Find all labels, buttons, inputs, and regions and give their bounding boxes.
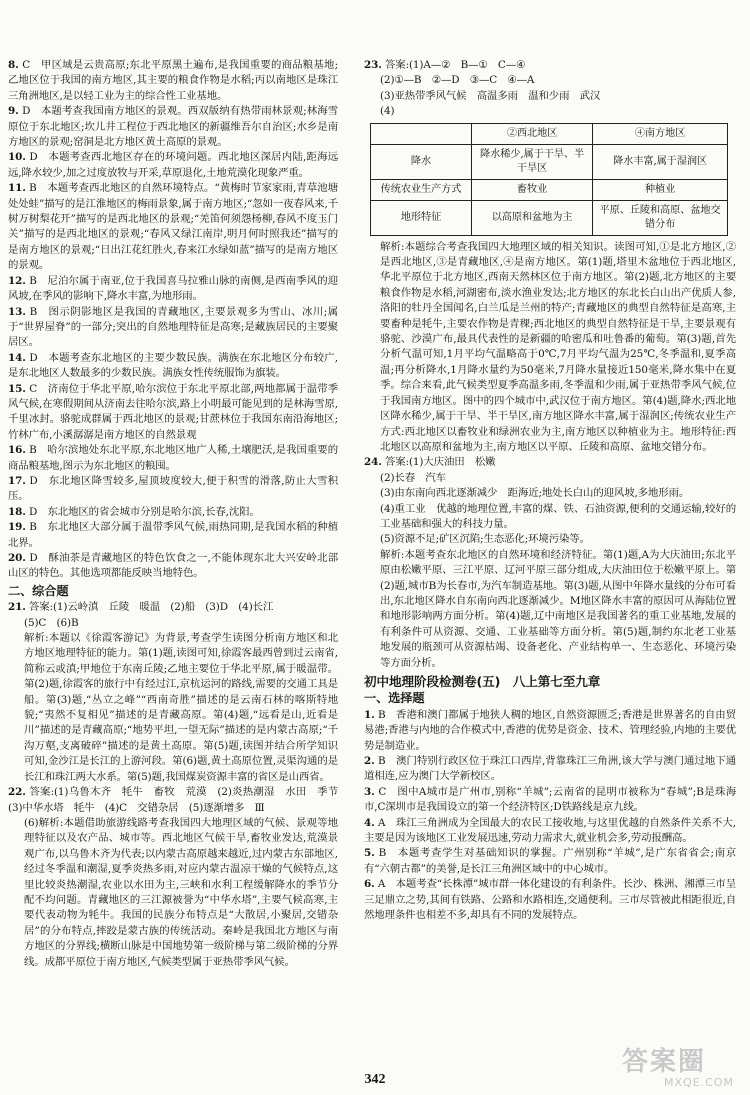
answer-item [8, 443, 338, 474]
question-number: 20. [8, 552, 26, 564]
answer-paragraph: (5)C (6)B [24, 616, 79, 629]
answer-item [8, 274, 338, 305]
answer-item [8, 58, 338, 104]
table-header-cell: ②西北地区 [472, 123, 593, 144]
answer-item [8, 505, 338, 520]
table-cell: 畜牧业 [472, 179, 593, 200]
answer-item [8, 382, 338, 444]
exam-title: 初中地理阶段检测卷(五) 八上第七至九章 [364, 674, 601, 689]
answer-paragraph: (4)重工业 优越的地理位置,丰富的煤、铁、石油资源,便利的交通运输,较好的工业基础和强大的科技力量。 [380, 502, 736, 530]
question-number: 10. [8, 151, 26, 164]
table-cell: 降水稀少,属于干旱、半干旱区 [472, 144, 593, 179]
question-number: 3. [364, 785, 375, 798]
table-row-label: 降水 [371, 144, 472, 179]
answer-item [364, 58, 736, 73]
question-number: 18. [8, 505, 26, 518]
answer-item [8, 351, 338, 382]
table-header-cell [371, 123, 472, 144]
question-number: 4. [364, 816, 375, 829]
answer-paragraph: (5)资源不足;矿区沉陷;生态恶化;环境污染等。 [380, 533, 590, 546]
answer-text: C 甲区域是云贵高原;东北平原黑土遍布,是我国重要的商品粮基地;乙地区位于我国的南方地区,其主要的粮食作物是水稻;丙以南地区是珠江三角洲地区,是以轻工业为主的综合性工业基地。 [8, 59, 339, 102]
left-column [8, 58, 349, 970]
answer-paragraph: 解析:本题以《徐霞客游记》为背景,考查学生读图分析南方地区和北方地区地理特征的能力。第(1)题,读图可知,徐霞客最西曾到过云南省,简称云或滇;甲地位于东南丘陵;乙地主要位于华北平原,属于暖温带。第(2)题,徐霞客的旅行中有经过江,京杭运河的路线,需要的交通工具是船。第(3)题,“丛立之峰”“西南奇胜”描述的是云南石林的喀斯特地貌;“夷然不复相见”描述的是青藏高原。第(4)题,“远看是山,近看是川”描述的是青藏高原;“地势平坦,一望无际”描述的是内蒙古高原;“千沟万壑,支离破碎”描述的是黄土高原。第(5)题,读图并结合所学知识可知,金沙江是长江的上游河段。第(6)题,黄土高原位置,灵渠沟通的是长江和珠江两大水系。第(5)题,我国煤炭资源丰富的省区是山西省。 [24, 632, 338, 783]
answer-paragraph: 解析:本题考查东北地区的自然环境和经济特征。第(1)题,A为大庆油田;东北平原由松嫩平原、三江平原、辽河平原三部分组成,大庆油田位于松嫩平原上。第(2)题,城市B为长春市,为汽车制造基地。第(3)题,从图中年降水量线的分布可看出,东北地区降水自东南向西北逐渐减少。M地区降水丰富的原因可从海陆位置和地形影响两方面分析。第(4)题,辽中南地区是我国著名的重工业基地,发展的有利条件可从资源、交通、工业基础等方面分析。第(5)题,制约东北老工业基地发展的瓶颈可从资源枯竭、设备老化、产业结构单一、生态恶化、环境污染等方面分析。 [380, 548, 736, 669]
question-number: 21. [8, 601, 26, 614]
answer-text: D 酥油茶是青藏地区的特色饮食之一,不能体现东北大兴安岭北部山区的特色。其他选项都能反映当地特色。 [8, 552, 339, 580]
table-cell: 种植业 [593, 179, 728, 200]
answer-text: A 本题考查“长株潭”城市群一体化建设的有利条件。长沙、株洲、湘潭三市呈三足鼎立之势,其间有铁路、公路和水路相连,交通便利。三市尽管被此相距很近,自然地理条件也相差不多,却具有不同的发展特点。 [364, 878, 737, 922]
answer-text: A 珠江三角洲成为全国最大的农民工接收地,与这里优越的自然条件关系不大,主要是因为该地区工业发展迅速,劳动力需求大,就业机会多,劳动报酬高。 [364, 816, 736, 845]
region-comparison-table [370, 123, 728, 236]
question-number: 15. [8, 382, 26, 395]
watermark-brand: 答案圈 [622, 1047, 707, 1077]
answer-item [8, 150, 338, 181]
right-column-body [364, 240, 736, 924]
answer-text: D 东北地区降雪较多,屋顶坡度较大,便于积雪的滑落,防止大雪积压。 [8, 474, 339, 503]
table-cell: 以高原和盆地为主 [472, 200, 593, 235]
question-number: 11. [8, 182, 26, 195]
question-number: 2. [364, 755, 375, 768]
watermark-logo [622, 1048, 734, 1092]
table-row-label: 地形特征 [371, 200, 472, 235]
answer-item [364, 816, 736, 847]
answer-paragraph: (4) [380, 105, 395, 118]
section-heading: 一、选择题 [364, 691, 425, 706]
answer-text: B 澳门特别行政区位于珠江口西岸,背靠珠江三角洲,该大学与澳门通过地下通道相连,应为澳门大学新校区。 [364, 755, 737, 783]
question-number: 13. [8, 305, 26, 318]
question-number: 16. [8, 444, 26, 457]
answer-item [364, 708, 736, 754]
table-header-row [371, 123, 728, 144]
table-row [371, 200, 728, 235]
answer-item [8, 181, 338, 273]
question-number: 22. [8, 786, 26, 799]
answer-text: B 本题考查西北地区的自然环境特点。“黄梅时节家家雨,青草池塘处处蛙”描写的是江淮地区的梅雨景象,属于南方地区;“忽如一夜春风来,千树万树梨花开”描写的是西北地区的景观;“羌笛何须怨杨柳,春风不度玉门关”描写的是西北地区的景观;“春风又绿江南岸,明月何时照我还”描写的是南方地区的景观;“日出江花红胜火,春来江水绿如蓝”描写的是南方地区的景观。 [8, 182, 339, 272]
answer-paragraph: (2)①—B ②—D ③—C ④—A [380, 74, 535, 87]
answer-item [364, 455, 736, 470]
answer-item [364, 754, 736, 785]
right-column [364, 58, 736, 924]
answer-item [8, 474, 338, 505]
answer-text: C 图中A城市是广州市,别称“羊城”;云南省的昆明市被称为“春城”;B是珠海市,C深圳市是我国设立的第一个经济特区;D铁路线是京九线。 [364, 785, 736, 814]
answer-text: 答案:(1)乌鲁木齐 牦牛 畜牧 荒漠 (2)炎热潮湿 水田 季节 (3)中华水塔 牦牛 (4)C 交错杂居 (5)逐渐增多 Ⅲ [8, 786, 349, 814]
page-number: 342 [364, 1072, 386, 1087]
question-number: 8. [8, 59, 19, 71]
question-number: 17. [8, 474, 26, 487]
answer-text: B 本题考查学生对基础知识的掌握。广州别称“羊城”,是广东省省会;南京有“六朝古都”的美誉,是长江三角洲区域中的中心城市。 [364, 847, 737, 875]
question-number: 12. [8, 274, 26, 287]
answer-text: 答案:(1)A—② B—① C—④ [384, 59, 526, 71]
question-number: 1. [364, 708, 375, 721]
answer-text: 答案:(1)大庆油田 松嫩 [384, 456, 496, 469]
table-row [371, 179, 728, 200]
answer-paragraph: (3)亚热带季风气候 高温多雨 温和少雨 武汉 [380, 89, 601, 102]
answer-paragraph: 解析:本题综合考查我国四大地理区域的相关知识。读图可知,①是北方地区,②是西北地区,③是青藏地区,④是南方地区。第(1)题,塔里木盆地位于西北地区,华北平原位于北方地区,西南天然林区位于南方地区。第(2)题,北方地区的主要粮食作物是水稻,河湖密布,淡水渔业发达;北方地区的东北长白山出产优质人参,洛阳的牡丹全国闻名,白兰瓜是兰州的特产;青藏地区的典型自然特征是高寒,主要畜种是牦牛,主要农作物是青稞;西北地区的典型自然特征是干旱,主要景观有骆驼、沙漠广布,最具代表性的是新疆的哈密瓜和吐鲁番的葡萄。第(3)题,首先分析气温可知,1月平均气温略高于0℃,7月平均气温为25℃,冬季温和,夏季高温;再分析降水,1月降水量约为50毫米,7月降水量接近150毫米,降水集中在夏季。综合来看,此气候类型夏季高温多雨,冬季温和少雨,属于亚热带季风气候,位于我国南方地区。图中的四个城市中,武汉位于南方地区。第(4)题,降水;西北地区降水稀少,属于干旱、半干旱区,南方地区降水丰富,属于湿润区;传统农业生产方式:西北地区以畜牧业和绿洲农业为主,南方地区以种植业为主。地形特征:西北地区以高原和盆地为主,南方地区以平原、丘陵和高原、盆地交错分布。 [380, 240, 736, 453]
answer-paragraph: (6)解析:本题借助旅游线路考查我国四大地理区域的气候、景观等地理特征以及农产品、城市等。西北地区气候干旱,畜牧业发达,荒漠景观广布,以乌鲁木齐为代表;以内蒙古高原越来越近,过内蒙古东部地区,经过冬季温和潮湿,夏季炎热多雨,对应内蒙古温凉干燥的气候特点,这里比较炎热潮湿,农业以水田为主,三峡和水利工程缓解降水的季节分配不均问题。青藏地区的三江源被誉为“中华水塔”,主要气候高寒,主要代表动物为牦牛。我国的民族分布特点是“大散居,小聚居,交错杂居”的分布特点,摔跤是蒙古族的传统活动。秦岭是我国北方地区与南方地区的分界线;横断山脉是中国地势第一级阶梯与第二级阶梯的分界线。成都平原位于南方地区,气候类型属于亚热带季风气候。 [24, 816, 338, 968]
answer-text: B 尼泊尔属于南亚,位于我国喜马拉雅山脉的南侧,是西南季风的迎风坡,在季风的影响下,降水丰富,为地形雨。 [8, 274, 339, 303]
answer-item [364, 877, 736, 923]
question-number: 6. [364, 878, 375, 891]
answer-item [8, 104, 338, 150]
answer-item [8, 520, 338, 551]
answer-text: D 本题考查我国南方地区的景观。西双版纳有热带雨林景观;林海雪原位于东北地区;坎儿井工程位于西北地区的新疆维吾尔自治区;水乡是南方地区的景观;窑洞是北方地区黄土高原的景观。 [8, 105, 339, 149]
answer-text: B 东北地区大部分属于温带季风气候,雨热同期,是我国水稻的种植北界。 [8, 521, 339, 549]
answer-text: B 图示阴影地区是我国的青藏地区,主要景观多为雪山、冰川;属于“世界屋脊”的一部分;突出的自然地理特征是高寒;是藏族居民的主要聚居区。 [8, 305, 339, 349]
answer-item [364, 846, 736, 877]
answer-text: C 济南位于华北平原,哈尔滨位于东北平原北部,两地都属于温带季风气候,在寒假期间从济南去往哈尔滨,路上小明最可能见到的是林海雪原,千里冰封。骆驼成群属于西北地区的景观;甘蔗林位于我国东南沿海地区;竹林广布,小溪潺潺是南方地区的自然景观 [8, 382, 338, 441]
answer-item [8, 785, 349, 816]
answer-text: D 本题考查东北地区的主要少数民族。满族在东北地区分布较广,是东北地区人数最多的少数民族。满族女性传统服饰为旗装。 [8, 351, 339, 380]
table-cell: 平原、丘陵和高原、盆地交错分布 [593, 200, 728, 235]
answer-item [8, 305, 338, 351]
question-number: 9. [8, 105, 19, 118]
answer-item [364, 785, 736, 816]
question-number: 14. [8, 351, 26, 364]
answer-text: B 哈尔滨地处东北平原,东北地区地广人稀,土壤肥沃,是我国重要的商品粮基地,图示为东北地区的粮囤。 [8, 444, 339, 472]
answer-item [8, 600, 338, 615]
answer-text: B 香港和澳门都属于地狭人稠的地区,自然资源匮乏;香港是世界著名的自由贸易港;香港与内地的合作模式中,香港的优势是资金、技术、管理经验,内地的主要优势是制造业。 [364, 708, 736, 752]
question-number: 24. [364, 456, 382, 469]
answer-text: D 东北地区的省会城市分别是哈尔滨,长春,沈阳。 [28, 505, 260, 518]
answer-text: 答案:(1)云岭滇 丘陵 暖温 (2)船 (3)D (4)长江 [28, 601, 274, 614]
watermark-site: MXQE.COM [664, 1076, 734, 1089]
answer-text: D 本题考查西北地区存在的环境问题。西北地区深居内陆,距海远远,降水较少,加之过度放牧与开采,草原退化,土地荒漠化现象严重。 [8, 151, 339, 179]
table-cell: 降水丰富,属于湿润区 [593, 144, 728, 179]
table-header-cell: ④南方地区 [593, 123, 728, 144]
table-row [371, 144, 728, 179]
answer-paragraph: (3)由东南向西北逐渐减少 距海近;地处长白山的迎风坡,多地形雨。 [380, 487, 690, 500]
section-heading: 二、综合题 [8, 583, 69, 598]
question-number: 19. [8, 521, 26, 534]
table-row-label: 传统农业生产方式 [371, 179, 472, 200]
question-number: 5. [364, 847, 375, 860]
question-23-head [364, 58, 736, 120]
question-number: 23. [364, 59, 382, 71]
answer-item [8, 551, 338, 582]
answer-paragraph: (2)长春 汽车 [380, 471, 446, 484]
